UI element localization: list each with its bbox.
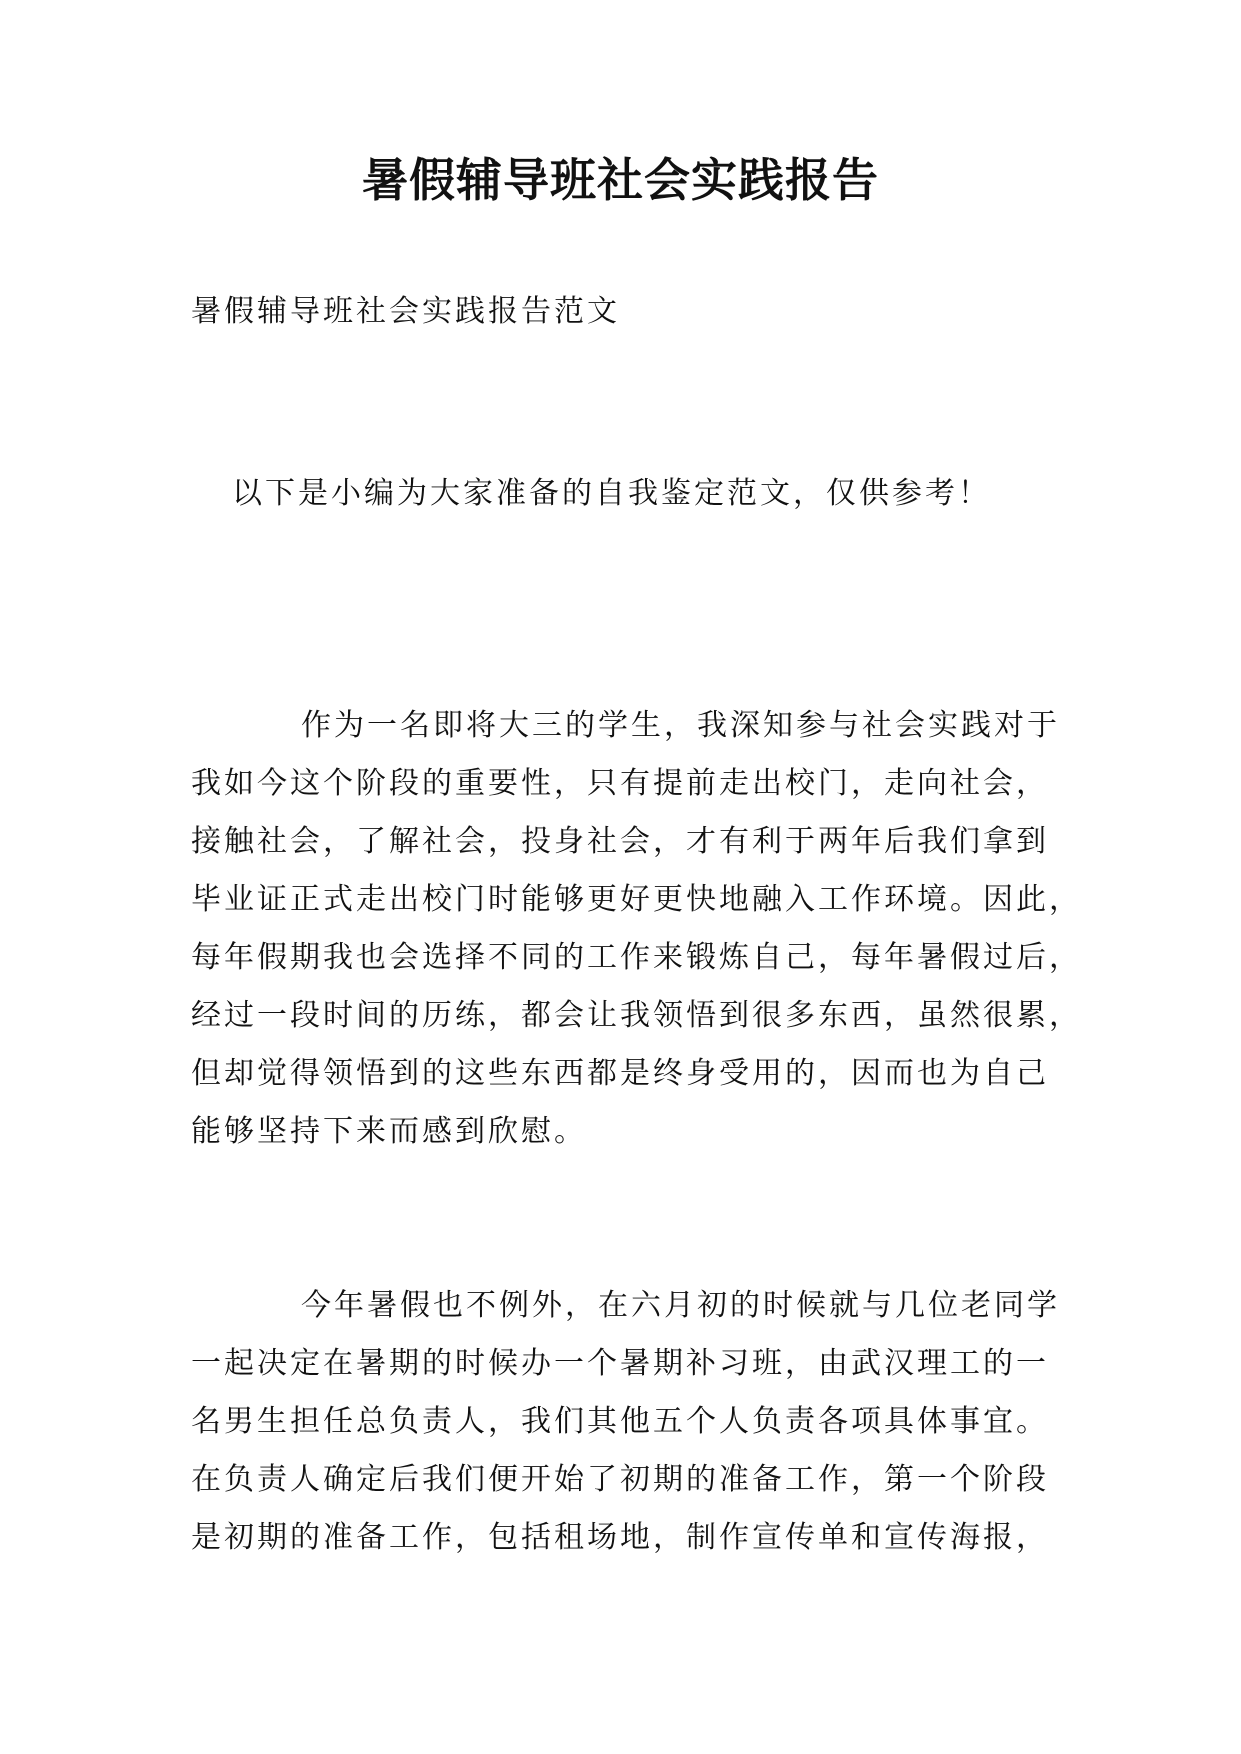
paragraph-line: 经过一段时间的历练，都会让我领悟到很多东西，虽然很累， — [191, 998, 1082, 1033]
paragraph-line: 一起决定在暑期的时候办一个暑期补习班，由武汉理工的一 — [191, 1346, 1049, 1381]
paragraph-line: 但却觉得领悟到的这些东西都是终身受用的，因而也为自己 — [191, 1056, 1049, 1091]
paragraph-line: 名男生担任总负责人，我们其他五个人负责各项具体事宜。 — [191, 1404, 1049, 1439]
document-subtitle: 暑假辅导班社会实践报告范文 — [191, 294, 620, 329]
paragraph-line: 作为一名即将大三的学生，我深知参与社会实践对于 — [301, 708, 1060, 743]
body-paragraph-1 — [191, 697, 1091, 1161]
paragraph-line: 是初期的准备工作，包括租场地，制作宣传单和宣传海报， — [191, 1520, 1049, 1555]
body-paragraph-2 — [191, 1277, 1091, 1567]
paragraph-line: 毕业证正式走出校门时能够更好更快地融入工作环境。因此， — [191, 882, 1082, 917]
paragraph-line: 能够坚持下来而感到欣慰。 — [191, 1114, 587, 1149]
paragraph-line: 每年假期我也会选择不同的工作来锻炼自己，每年暑假过后， — [191, 940, 1082, 975]
paragraph-line: 我如今这个阶段的重要性，只有提前走出校门，走向社会， — [191, 766, 1049, 801]
paragraph-line: 今年暑假也不例外，在六月初的时候就与几位老同学 — [301, 1288, 1060, 1323]
paragraph-line: 接触社会，了解社会，投身社会，才有利于两年后我们拿到 — [191, 824, 1049, 859]
paragraph-line: 在负责人确定后我们便开始了初期的准备工作，第一个阶段 — [191, 1462, 1049, 1497]
intro-text: 以下是小编为大家准备的自我鉴定范文，仅供参考！ — [232, 476, 991, 511]
document-title: 暑假辅导班社会实践报告 — [362, 153, 879, 207]
